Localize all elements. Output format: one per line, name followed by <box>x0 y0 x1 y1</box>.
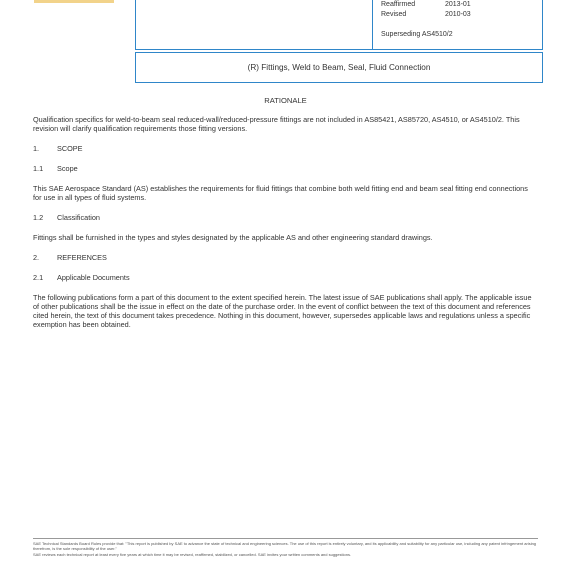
document-title-box <box>135 52 543 83</box>
revised-label: Revised <box>381 11 407 18</box>
section-scope-heading <box>33 144 538 153</box>
reaffirmed-label: Reaffirmed <box>381 1 416 8</box>
section-number: 1.1 <box>33 164 44 173</box>
section-title: SCOPE <box>57 144 83 153</box>
reaffirmed-row <box>381 1 471 8</box>
section-title: Scope <box>57 164 78 173</box>
applicable-text: The following publications form a part of this document to the extent specified herein. The latest issue of SAE publications shall apply. The applicable issue of other publications shall be the issue in effect on the date of the purchase order. In the event of conflict between the text of this document and references cited herein, the text of this document takes precedence. Nothing in this document, however, supersedes applicable laws and regulations unless a specific exemption has been obtained. <box>33 293 532 329</box>
reaffirmed-value: 2013-01 <box>445 1 471 8</box>
rationale-text: Qualification specifics for weld-to-beam seal reduced-wall/reduced-pressure fittings are not included in AS85421, AS85720, AS4510, or AS4510/2. This revision will clarify qualification requirements those fitting versions. <box>33 115 520 133</box>
rationale-heading: RATIONALE <box>264 96 307 105</box>
section-number: 2. <box>33 253 40 262</box>
document-body <box>33 96 538 329</box>
revised-value: 2010-03 <box>445 11 471 18</box>
footer-line-2: SAE reviews each technical report at least every five years at which time it may be revised, reaffirmed, stabilized, or cancelled. SAE invites your written comments and suggestions. <box>33 552 352 558</box>
section-title: REFERENCES <box>57 253 107 262</box>
subsection-scope-heading <box>33 164 538 173</box>
section-title: Applicable Documents <box>57 273 130 282</box>
subsection-classification-heading <box>33 213 538 222</box>
scope-text: This SAE Aerospace Standard (AS) establishes the requirements for fluid fittings that combine both weld fitting end and beam seal fitting end connections for use in all types of fluid systems. <box>33 184 528 202</box>
section-number: 2.1 <box>33 273 44 282</box>
header-divider <box>372 0 373 49</box>
header-box <box>135 0 543 50</box>
subsection-applicable-heading <box>33 273 538 282</box>
document-title: (R) Fittings, Weld to Beam, Seal, Fluid Connection <box>247 63 431 72</box>
section-title: Classification <box>57 213 100 222</box>
superseding-note: Superseding AS4510/2 <box>381 31 453 38</box>
footer-notice <box>33 538 538 560</box>
logo-fragment <box>34 0 114 3</box>
classification-text: Fittings shall be furnished in the types and styles designated by the applicable AS and other engineering standard drawings. <box>33 233 433 242</box>
footer-line-1: SAE Technical Standards Board Rules provide that: "This report is published by SAE to advance the state of technical and engineering sciences. The use of this report is entirely voluntary, and its applicability and suitability for any particular use, including any patent infringement arising therefrom, is the sole responsibility of the user." <box>33 541 537 551</box>
section-references-heading <box>33 253 538 262</box>
section-number: 1.2 <box>33 213 44 222</box>
revised-row <box>381 11 471 18</box>
section-number: 1. <box>33 144 40 153</box>
